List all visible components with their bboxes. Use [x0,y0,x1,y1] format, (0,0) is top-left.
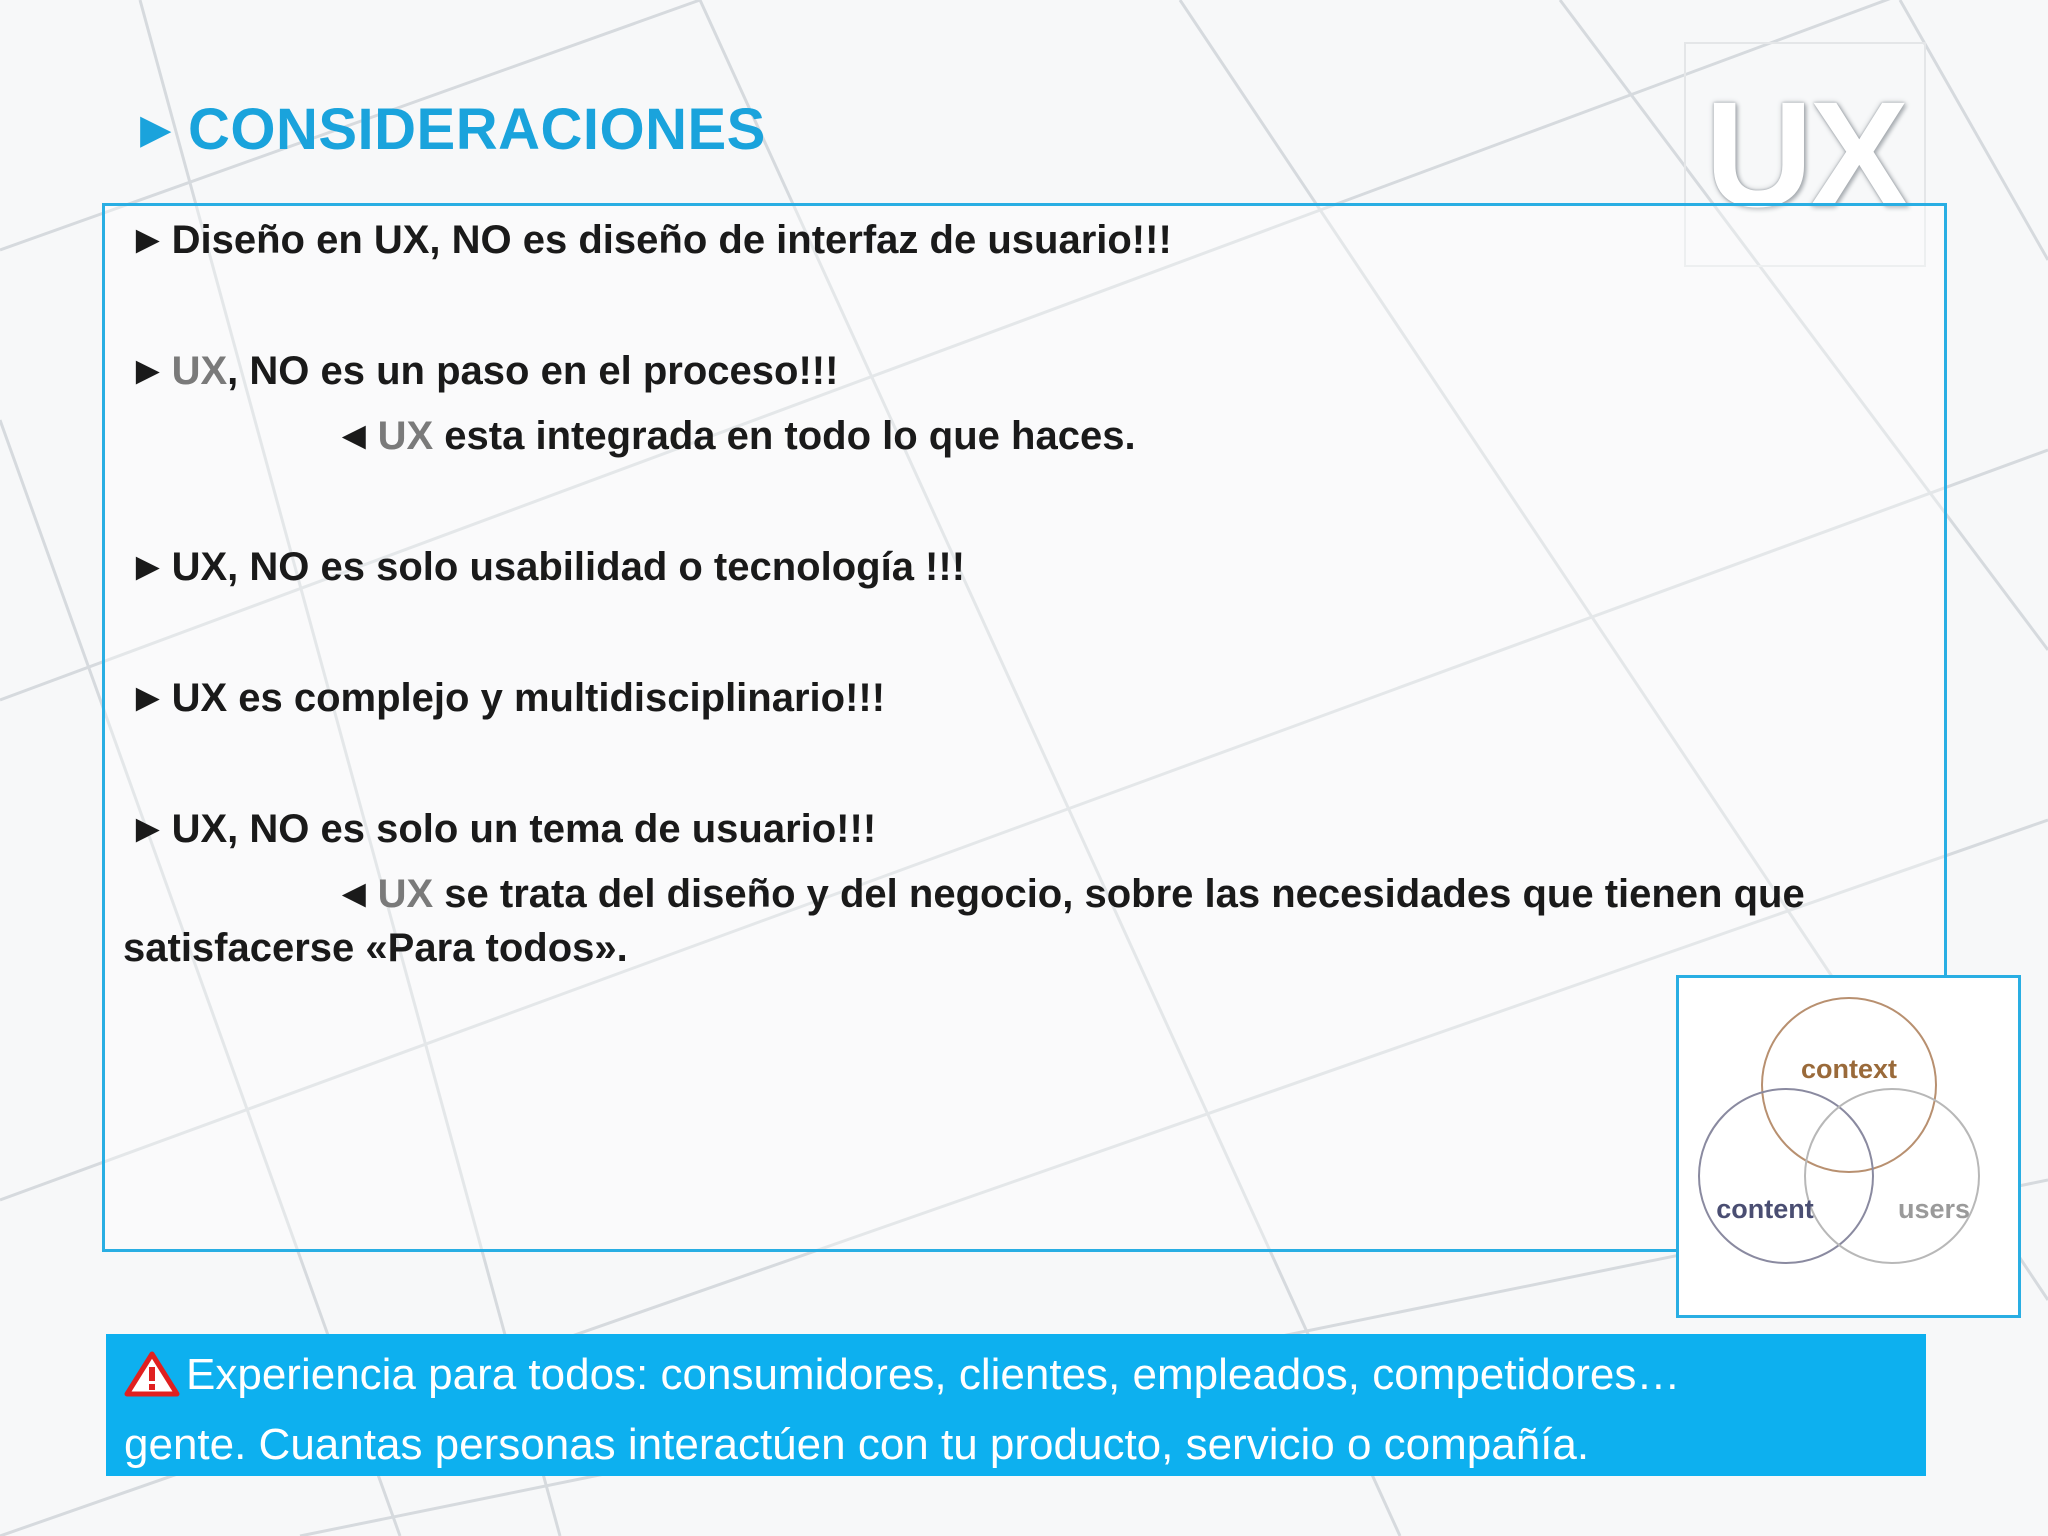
banner-line-1 [124,1344,1908,1414]
venn-label-users: users [1897,1194,1971,1224]
ux-word: UX [377,872,434,916]
info-banner [106,1334,1926,1476]
bullet-arrow-icon: ► [128,545,168,589]
point-1-text: Diseño en UX, NO es diseño de interfaz de usuario!!! [171,218,1172,262]
point-1 [128,218,1172,263]
bullet-arrow-icon: ► [128,349,168,393]
point-5-sub-text: se trata del diseño y del negocio, sobre las necesidades que tienen que [433,872,1805,916]
title-text: CONSIDERACIONES [187,97,766,162]
point-4 [128,676,885,721]
warning-icon [124,1351,180,1414]
point-5-sub [334,872,1805,917]
venn-label-content: content [1716,1194,1814,1224]
title-arrow-icon: ► [130,100,182,159]
bullet-arrow-icon: ► [128,676,168,720]
point-5-sub-continuation: satisfacerse «Para todos». [123,926,628,970]
point-4-text: UX es complejo y multidisciplinario!!! [171,676,886,720]
point-2-sub-text: esta integrada en todo lo que haces. [433,414,1136,458]
bullet-arrow-icon: ► [128,218,168,262]
point-2-sub [334,414,1136,459]
ux-logo-text: UX [1704,70,1906,238]
ux-word: UX [171,349,228,393]
point-3-text: UX, NO es solo usabilidad o tecnología !!! [171,545,966,589]
banner-line-2: gente. Cuantas personas interactúen con tu producto, servicio o compañía. [124,1420,1590,1469]
venn-circle-context [1762,998,1936,1172]
bullet-back-arrow-icon: ◄ [334,414,374,458]
banner-line-1-text: Experiencia para todos: consumidores, clientes, empleados, competidores… [186,1350,1681,1399]
venn-circle-users [1805,1089,1979,1263]
venn-diagram [1676,975,2021,1318]
venn-label-context: context [1800,1054,1898,1084]
point-3 [128,545,965,590]
bullet-arrow-icon: ► [128,807,168,851]
point-2 [128,349,838,394]
slide-title [130,96,766,163]
point-5 [128,807,876,852]
venn-circle-content [1699,1089,1873,1263]
bullet-back-arrow-icon: ◄ [334,872,374,916]
point-5-text: UX, NO es solo un tema de usuario!!! [171,807,877,851]
ux-word: UX [377,414,434,458]
point-2-text: , NO es un paso en el proceso!!! [227,349,839,393]
